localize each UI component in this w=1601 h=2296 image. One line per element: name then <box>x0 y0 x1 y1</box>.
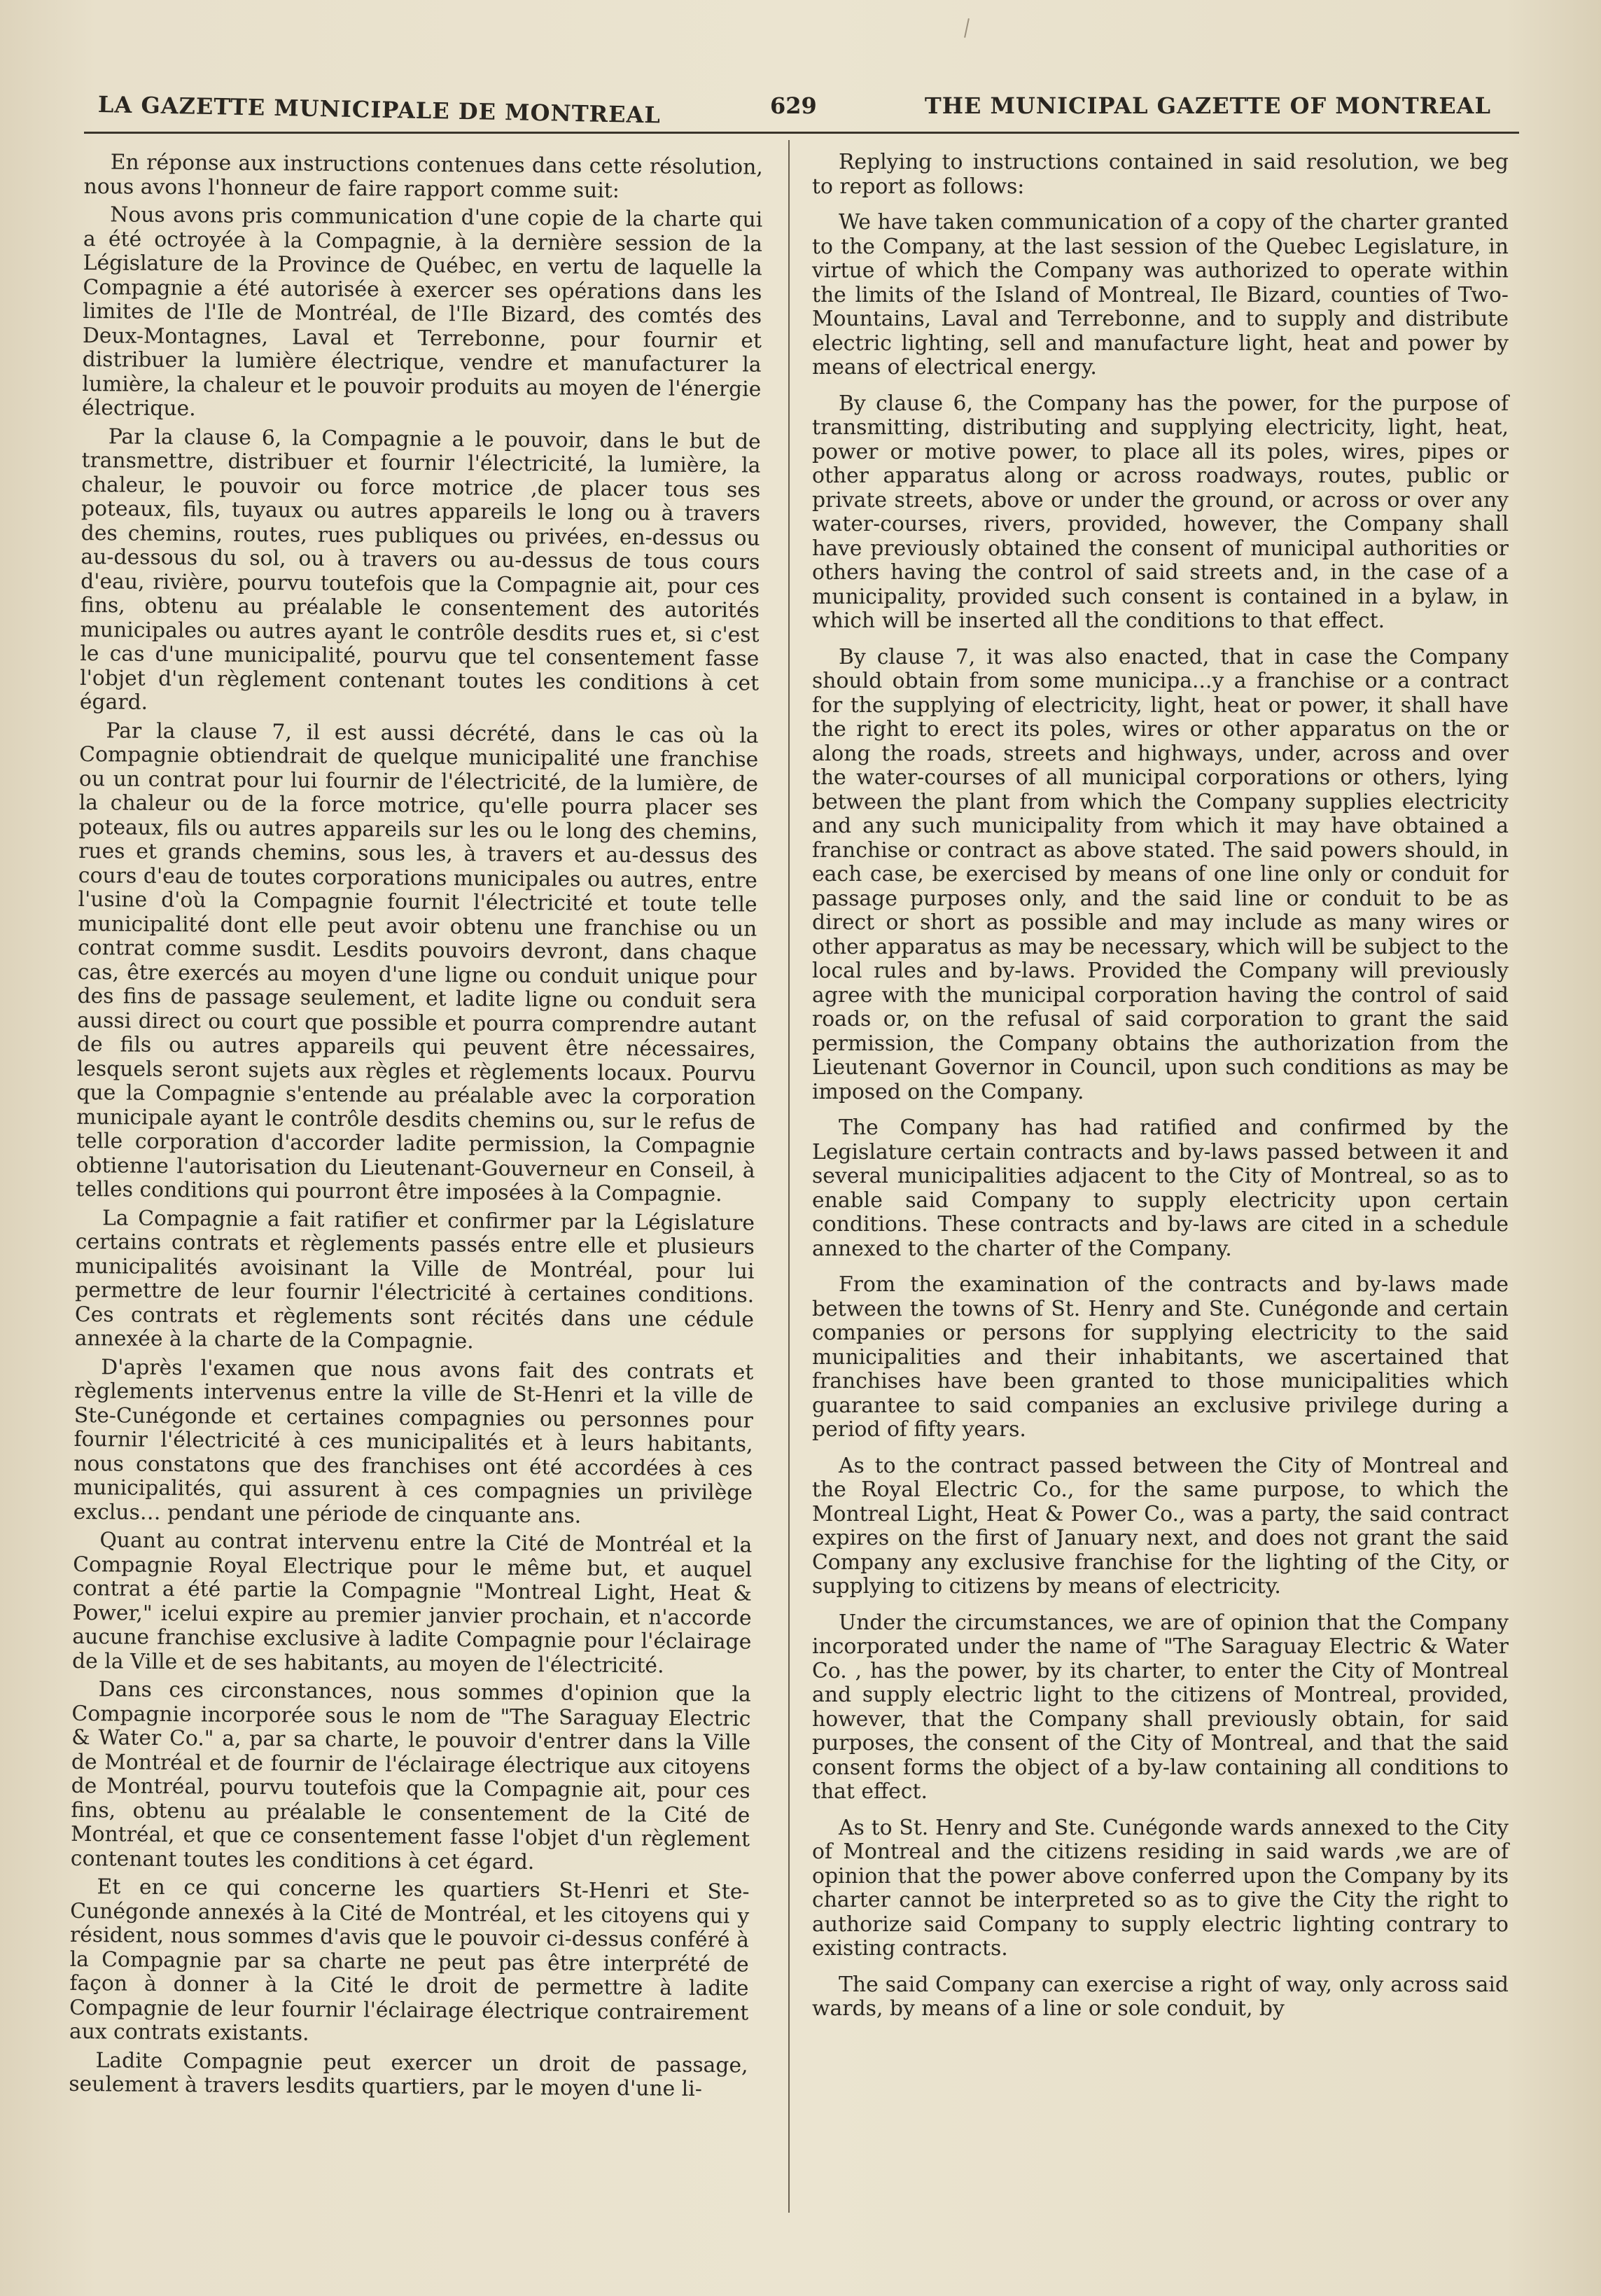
header-english-title: THE MUNICIPAL GAZETTE OF MONTREAL <box>924 92 1491 119</box>
french-paragraph: D'après l'examen que nous avons fait des contrats et règlements intervenus entre la ville de St-Henri et la ville de Ste-Cunégonde et certaines compagnies ou personnes pour fournir l'électricité à ces municipalités et à leurs habitants, nous constatons que des franchises ont été accordées à ces municipalités, qui assurent à ces compagnies un privilège exclus… pendant une période de cinquante ans. <box>73 1354 754 1529</box>
french-paragraph: Par la clause 6, la Compagnie a le pouvoir, dans le but de transmettre, distribuer et fournir l'électricité, la lumière, la chaleur, le pouvoir ou force motrice ,de placer tous ses poteaux, fils, tuyaux ou autres appareils le long ou à travers des chemins, routes, rues publiques ou privées, en-dessus ou au-dessous du sol, ou à travers ou au-dessus de tous cours d'eau, rivière, pourvu toutefois que la Compagnie ait, pour ces fins, obtenu au préalable le consentement des autorités municipales ou autres ayant le contrôle desdits rues et, si c'est le cas d'une municipalité, pourvu que tel consentement fasse l'objet d'un règlement contenant toutes les conditions à cet égard. <box>79 424 761 715</box>
french-column <box>69 151 763 2106</box>
ink-mark <box>964 18 970 38</box>
header-rule <box>84 132 1519 134</box>
english-paragraph: The said Company can exercise a right of way, only across said wards, by means of a line or sole conduit, by <box>812 1972 1509 2021</box>
english-paragraph: Replying to instructions contained in said resolution, we beg to report as follows: <box>812 150 1509 199</box>
french-paragraph: Nous avons pris communication d'une copie de la charte qui a été octroyée à la Compagnie, à la dernière session de la Législature de la Province de Québec, en vertu de laquelle la Compagnie a été autorisée à exercer ses opérations dans les limites de l'Ile de Montréal, de l'Ile Bizard, des comtés des Deux-Montagnes, Laval et Terrebonne, pour fournir et distribuer la lumière électrique, vendre et manufacturer la lumière, la chaleur et le pouvoir produits au moyen de l'énergie électrique. <box>81 202 763 422</box>
french-paragraph: Quant au contrat intervenu entre la Cité de Montréal et la Compagnie Royal Electrique pour le même but, et auquel contrat a été partie la Compagnie "Montreal Light, Heat & Power," icelui expire au premier janvier prochain, et n'accorde aucune franchise exclusive à ladite Compagnie pour l'éclairage de la Ville et de ses habitants, au moyen de l'électricité. <box>71 1528 753 1678</box>
header-french-title: LA GAZETTE MUNICIPALE DE MONTREAL <box>97 91 662 129</box>
french-paragraph: La Compagnie a fait ratifier et confirmer par la Législature certains contrats et règlements passés entre elle et plusieurs municipalités avoisinant la Ville de Montréal, pour lui permettre de leur fournir l'électricité à certaines conditions. Ces contrats et règlements sont récités dans une cédule annexée à la charte de la Compagnie. <box>74 1205 755 1354</box>
english-column <box>812 151 1509 2033</box>
french-paragraph: Ladite Compagnie peut exercer un droit de passage, seulement à travers lesdits quartiers, par le moyen d'une li- <box>69 2047 748 2102</box>
english-paragraph: Under the circumstances, we are of opinion that the Company incorporated under the name of "The Saraguay Electric & Water Co. , has the power, by its charter, to enter the City of Montreal and supply electric light to the citizens of Montreal, provided, however, that the Company shall previously obtain, for said purposes, the consent of the City of Montreal, and that the said consent forms the object of a by-law containing all conditions to that effect. <box>812 1610 1509 1804</box>
page-header <box>98 83 1512 139</box>
english-paragraph: We have taken communication of a copy of the charter granted to the Company, at the last session of the Quebec Legislature, in virtue of which the Company was authorized to operate within the limits of the Island of Montreal, Ile Bizard, counties of Two-Mountains, Laval and Terrebonne, and to supply and distribute electric lighting, sell and manufacture light, heat and power by means of electrical energy. <box>812 210 1509 380</box>
page-number: 629 <box>770 92 817 119</box>
column-divider <box>788 140 790 2213</box>
english-paragraph: From the examination of the contracts and by-laws made between the towns of St. Henry and Ste. Cunégonde and certain companies or persons for supplying electricity to the said municipalities and their inhabitants, we ascertained that franchises have been granted to those municipalities which guarantee to said companies an exclusive privilege during a period of fifty years. <box>812 1272 1509 1442</box>
english-paragraph: As to St. Henry and Ste. Cunégonde wards annexed to the City of Montreal and the citizens residing in said wards ,we are of opinion that the power above conferred upon the Company by its charter cannot be interpreted so as to give the City the right to authorize said Company to supply electric lighting contrary to existing contracts. <box>812 1815 1509 1961</box>
french-paragraph: Et en ce qui concerne les quartiers St-Henri et Ste-Cunégonde annexés à la Cité de Montréal, et les citoyens qui y résident, nous sommes d'avis que le pouvoir ci-dessus conféré à la Compagnie par sa charte ne peut pas être interprété de façon à donner à la Cité le droit de permettre à ladite Compagnie de leur fournir l'éclairage électrique contrairement aux contrats existants. <box>69 1874 750 2046</box>
english-paragraph: By clause 6, the Company has the power, for the purpose of transmitting, distributing and supplying electricity, light, heat, power or motive power, to place all its poles, wires, pipes or other apparatus along or across roadways, routes, public or private streets, above or under the ground, or across or over any water-courses, rivers, provided, however, the Company shall have previously obtained the consent of municipal authorities or others having the control of said streets and, in the case of a municipality, provided such consent is contained in a bylaw, in which will be inserted all the conditions to that effect. <box>812 391 1509 633</box>
english-paragraph: As to the contract passed between the City of Montreal and the Royal Electric Co., for the same purpose, to which the Montreal Light, Heat & Power Co., was a party, the said contract expires on the first of January next, and does not grant the said Company any exclusive franchise for the lighting of the City, or supplying to citizens by means of electricity. <box>812 1453 1509 1599</box>
english-paragraph: The Company has had ratified and confirmed by the Legislature certain contracts and by-laws passed between it and several municipalities adjacent to the City of Montreal, so as to enable said Company to supply electricity upon certain conditions. These contracts and by-laws are cited in a schedule annexed to the charter of the Company. <box>812 1115 1509 1261</box>
french-paragraph: Dans ces circonstances, nous sommes d'opinion que la Compagnie incorporée sous le nom de "The Saraguay Electric & Water Co." a, par sa charte, le pouvoir d'entrer dans la Ville de Montréal et de fournir de l'éclairage électrique aux citoyens de Montréal, pourvu toutefois que la Compagnie ait, pour ces fins, obtenu au préalable le consentement de la Cité de Montréal, et que ce consentement fasse l'objet d'un règlement contenant toutes les conditions à cet égard. <box>70 1677 751 1874</box>
french-paragraph: Par la clause 7, il est aussi décrété, dans le cas où la Compagnie obtiendrait de quelque municipalité une franchise ou un contrat pour lui fournir de l'électricité, de la lumière, de la chaleur ou de la force motrice, qu'elle pourra placer ses poteaux, fils ou autres appareils sur les ou le long des chemins, rues et grands chemins, sous les, à travers et au-dessus des cours d'eau de toutes corporations municipales ou autres, entre l'usine d'où la Compagnie fournit l'électricité et toute telle municipalité dont elle peut avoir obtenu une franchise ou un contrat comme susdit. Lesdits pouvoirs devront, dans chaque cas, être exercés au moyen d'une ligne ou conduit unique pour des fins de passage seulement, et ladite ligne ou conduit sera aussi direct ou court que possible et pourra comprendre autant de fils ou autres appareils qui peuvent être nécessaires, lesquels seront sujets aux règles et règlements locaux. Pourvu que la Compagnie s'entende au préalable avec la corporation municipale ayant le contrôle desdits chemins ou, sur le refus de telle corporation d'accorder ladite permission, la Compagnie obtienne l'autorisation du Lieutenant-Gouverneur en Conseil, à telles conditions qui pourront être imposées à la Compagnie. <box>76 718 759 1207</box>
english-paragraph: By clause 7, it was also enacted, that in case the Company should obtain from some municipa...y a franchise or a contract for the supplying of electricity, light, heat or power, it shall have the right to erect its poles, wires or other apparatus on the or along the roads, streets and highways, under, across and over the water-courses of all municipal corporations or others, lying between the plant from which the Company supplies electricity and any such municipality from which it may have obtained a franchise or contract as above stated. The said powers should, in each case, be exercised by means of one line only or conduit for passage purposes only, and the said line or conduit to be as direct or short as possible and may include as many wires or other apparatus as may be necessary, which will be subject to the local rules and by-laws. Provided the Company will previously agree with the municipal corporation having the control of said roads or, on the refusal of said corporation to grant the said permission, the Company obtains the authorization from the Lieutenant Governor in Council, upon such conditions as may be imposed on the Company. <box>812 644 1509 1104</box>
french-paragraph: En réponse aux instructions contenues dans cette résolution, nous avons l'honneur de faire rapport comme suit: <box>83 150 763 203</box>
